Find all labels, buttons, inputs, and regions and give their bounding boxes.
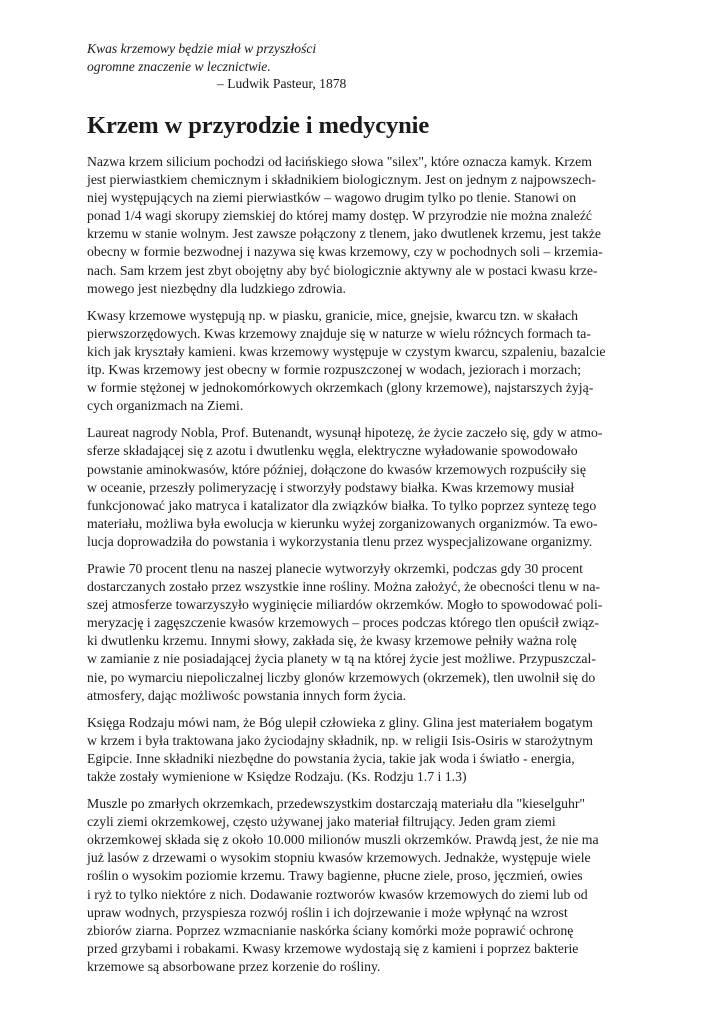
text-line: ki dwutlenku krzemu. Innymi słowy, zakłada się, że kwasy krzemowe pełniły ważna rolę — [87, 633, 577, 649]
text-line: roślin o wysokim poziomie krzemu. Trawy bagienne, płucne ziele, proso, jęczmień, owies — [87, 868, 583, 884]
text-line: zbiorów ziarna. Poprzez wzmacnianie naskórka ściany komórki może poprawić ochronę — [87, 922, 574, 938]
text-line: kich jak kryształy kamieni. kwas krzemowy występuje w czystym kwarcu, szpaleniu, bazalcie — [87, 343, 606, 359]
epigraph-author: – Ludwik Pasteur, 1878 — [217, 76, 347, 91]
text-line: Kwasy krzemowe występują np. w piasku, granicie, mice, gnejsie, kwarcu tzn. w skałach — [87, 307, 579, 323]
text-line: już lasów z drzewami o wysokim stopniu kwasów krzemowych. Jednakże, występuje wiele — [87, 850, 591, 866]
text-line: Egipcie. Inne składniki niezbędne do powstania życia, takie jak woda i światło - energia, — [87, 750, 575, 766]
text-line: szej atmosferze towarzyszyło wyginięcie miliardów okrzemków. Mogło to spowodować poli- — [87, 597, 603, 613]
text-line: obecny w formie bezwodnej i nazywa się kwas krzemowy, czy w pochodnych soli – krzemia- — [87, 244, 603, 260]
epigraph — [87, 40, 507, 93]
text-line: przed grzybami i robakami. Kwasy krzemowe wydostają się z kamieni i poprzez bakterie — [87, 940, 579, 956]
text-line: materiału, możliwa była ewolucja w kierunku wyżej zorganizowanych organizmów. Ta ewo- — [87, 515, 598, 531]
text-line: meryzację i zagęszczenie kwasów krzemowych – proces podczas którego tlen opuścił związ- — [87, 615, 599, 631]
text-line: czyli ziemi okrzemkowej, często używanej jako materiał filtrujący. Jeden gram ziemi — [87, 814, 556, 830]
text-line: w oceanie, przeszły polimeryzację i stworzyły podstawy białka. Kwas krzemowy musiał — [87, 479, 575, 495]
text-line: Muszle po zmarłych okrzemkach, przedewszystkim dostarczają materiału dla "kieselguhr" — [87, 796, 586, 812]
paragraph — [87, 153, 647, 298]
page-title: Krzem w przyrodzie i medycynie — [87, 112, 430, 139]
paragraph — [87, 714, 647, 786]
text-line: nach. Sam krzem jest zbyt obojętny aby być biologicznie aktywny ale w postaci kwasu krze- — [87, 262, 598, 278]
epigraph-quote-line: ogromne znaczenie w lecznictwie. — [87, 58, 271, 74]
text-line: okrzemkowej składa się z około 10.000 milionów muszli okrzemków. Prawdą jest, że nie ma — [87, 832, 599, 848]
text-line: sferze składającej się z azotu i dwutlenku węgla, elektryczne wyładowanie spowodowało — [87, 443, 578, 459]
text-line: powstanie aminokwasów, które później, dołączone do kwasów krzemowych rozpuściły się — [87, 461, 586, 477]
text-line: pierwszorzędowych. Kwas krzemowy znajduje się w naturze w wielu różncych formach ta- — [87, 325, 591, 341]
text-line: Księga Rodzaju mówi nam, że Bóg ulepił człowieka z gliny. Glina jest materiałem bogatym — [87, 714, 593, 730]
text-line: atmosfery, dając możliwośc powstania innych form życia. — [87, 687, 407, 703]
text-line: funkcjonować jako matryca i katalizator dla związków białka. To tylko poprzez syntezę tego — [87, 497, 597, 513]
paragraph — [87, 560, 647, 705]
epigraph-quote-line: Kwas krzemowy będzie miał w przyszłości — [87, 41, 317, 56]
text-line: także zostały wymienione w Księdze Rodzaju. (Ks. Rodzju 1.7 i 1.3) — [87, 769, 467, 784]
article-body — [87, 153, 647, 985]
paragraph — [87, 795, 647, 976]
text-line: upraw wodnych, przyspiesza rozwój roślin i ich dojrzewanie i może wpłynąć na wzrost — [87, 904, 568, 920]
paragraph — [87, 307, 647, 416]
text-line: itp. Kwas krzemowy jest obecny w formie rozpuszczonej w wodach, jeziorach i morzach; — [87, 362, 582, 378]
text-line: lucja doprowadziła do powstania i wykorzystania tlenu przez wyspecjalizowane organizmy. — [87, 533, 593, 549]
text-line: i ryż to tylko niektóre z nich. Dodawanie roztworów kwasów krzemowych do ziemi lub od — [87, 886, 588, 902]
text-line: mowego jest niezbędny dla ludzkiego zdrowia. — [87, 280, 346, 296]
text-line: Prawie 70 procent tlenu na naszej planecie wytworzyły okrzemki, podczas gdy 30 procent — [87, 560, 583, 576]
text-line: w formie stężonej w jednokomórkowych okrzemkach (glony krzemowe), najstarszych żyją- — [87, 380, 594, 396]
text-line: dostarczanych zostało przez wszystkie inne rośliny. Można założyć, że obecności tlenu w na- — [87, 579, 601, 595]
text-line: Nazwa krzem silicium pochodzi od łacińskiego słowa "silex", które oznacza kamyk. Krzem — [87, 154, 592, 169]
text-line: w zamianie z nie posiadającej życia planety w tą na której życie jest możliwe. Przypuszczal- — [87, 651, 596, 667]
text-line: nie, po wymarciu niepoliczalnej liczby glonów krzemowych (okrzemek), tlen uwolnił się do — [87, 669, 596, 685]
text-line: Laureat nagrody Nobla, Prof. Butenandt, wysunął hipotezę, że życie zaczeło się, gdy w atmo- — [87, 425, 603, 441]
text-line: krzemu w stanie wolnym. Jest zawsze połączony z tlenem, jako dwutlenek krzemu, jest także — [87, 226, 601, 242]
text-line: krzemowe są absorbowane przez korzenie do rośliny. — [87, 958, 381, 974]
text-line: w krzem i była traktowana jako życiodajny składnik, np. w religii Isis-Osiris w starożytnym — [87, 732, 593, 748]
text-line: niej występujących na ziemi pierwiastków – wagowo drugim tylko po tlenie. Stanowi on — [87, 190, 577, 206]
paragraph — [87, 424, 647, 551]
text-line: cych organizmach na Ziemi. — [87, 398, 244, 414]
text-line: jest pierwiastkiem chemicznym i składnikiem biologicznym. Jest on jednym z najpowszech- — [87, 172, 597, 188]
text-line: ponad 1/4 wagi skorupy ziemskiej do której mamy dostęp. W przyrodzie nie można znaleźć — [87, 208, 593, 224]
